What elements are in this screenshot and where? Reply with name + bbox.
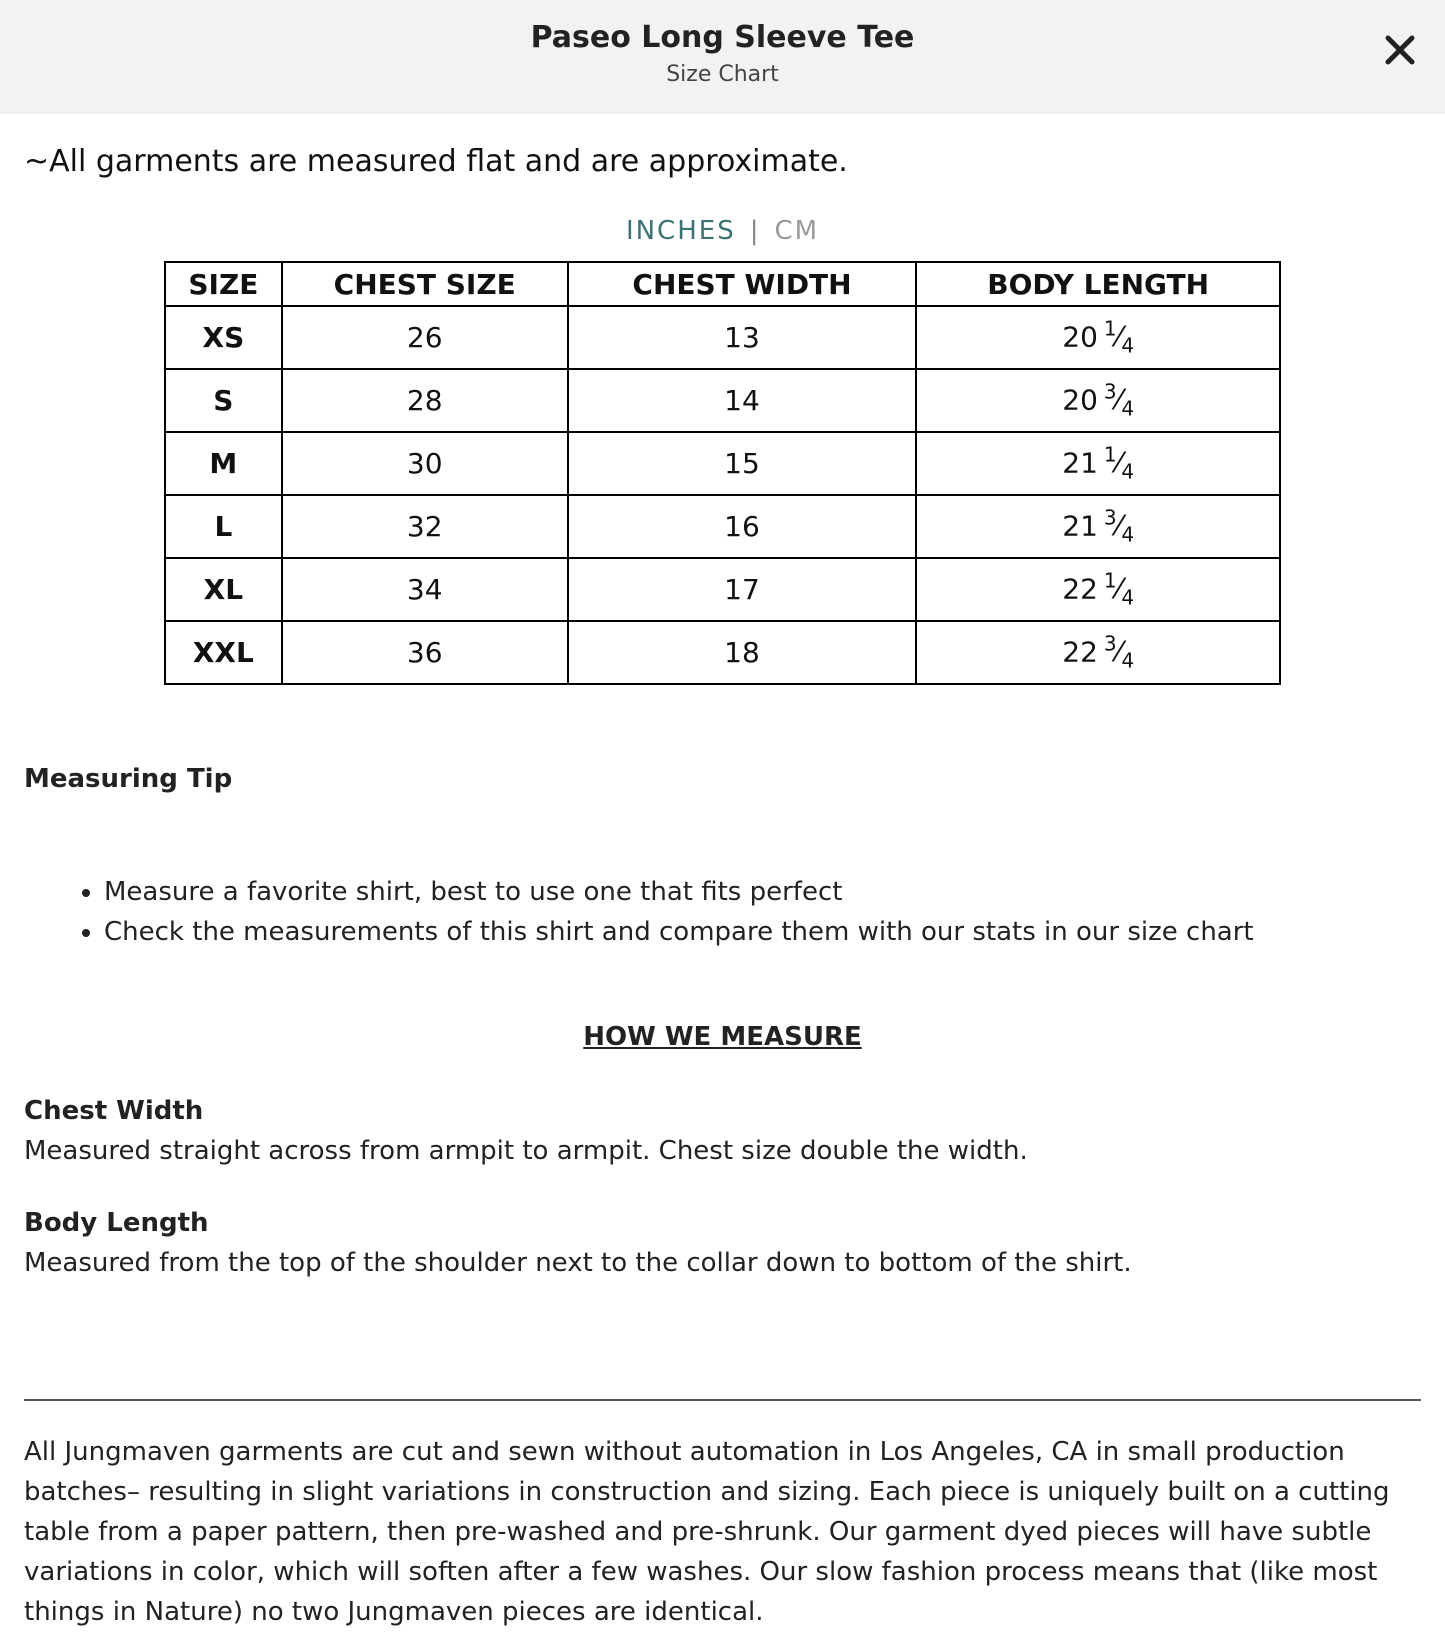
measurement-note: ~All garments are measured flat and are approximate.	[24, 144, 848, 179]
table-row	[165, 495, 1280, 558]
fraction-denominator: 4	[1121, 333, 1135, 358]
chest-width-cell: 18	[568, 621, 917, 684]
fraction-denominator: 4	[1121, 396, 1135, 421]
fraction-denominator: 4	[1121, 648, 1135, 673]
chest-width-title: Chest Width	[24, 1096, 204, 1126]
fraction-denominator: 4	[1121, 522, 1135, 547]
modal-header	[0, 0, 1445, 114]
fraction-numerator: 1	[1103, 443, 1117, 468]
chest-size-cell: 36	[282, 621, 568, 684]
chest-width-cell: 13	[568, 306, 917, 369]
close-button[interactable]	[1376, 26, 1424, 74]
product-title: Paseo Long Sleeve Tee	[530, 20, 915, 55]
size-cell: S	[165, 369, 282, 432]
body-length-whole: 22	[1062, 572, 1098, 606]
fraction-numerator: 3	[1103, 380, 1117, 405]
chest-width-cell: 15	[568, 432, 917, 495]
body-length-cell	[916, 306, 1280, 369]
chest-width-description: Measured straight across from armpit to armpit. Chest size double the width.	[24, 1136, 1028, 1166]
unit-inches-button[interactable]: INCHES	[625, 216, 736, 246]
size-chart-table	[164, 261, 1281, 685]
size-cell: XS	[165, 306, 282, 369]
body-length-cell	[916, 621, 1280, 684]
chest-size-cell: 32	[282, 495, 568, 558]
body-length-whole: 22	[1062, 635, 1098, 669]
body-length-fraction: $^3⁄_4$	[1103, 632, 1135, 673]
header-body-length: BODY LENGTH	[916, 262, 1280, 306]
fraction-numerator: 3	[1103, 632, 1117, 657]
header-size: SIZE	[165, 262, 282, 306]
fraction-numerator: 1	[1103, 317, 1117, 342]
size-cell: XL	[165, 558, 282, 621]
header-chest-width: CHEST WIDTH	[568, 262, 917, 306]
body-length-cell	[916, 558, 1280, 621]
body-length-whole: 21	[1062, 509, 1098, 543]
chest-size-cell: 28	[282, 369, 568, 432]
fraction-numerator: 1	[1103, 569, 1117, 594]
chest-size-cell: 30	[282, 432, 568, 495]
chest-width-cell: 14	[568, 369, 917, 432]
body-length-fraction: $^1⁄_4$	[1103, 317, 1135, 358]
chest-width-cell: 16	[568, 495, 917, 558]
unit-separator: |	[749, 216, 761, 246]
measuring-tip-list	[66, 872, 1254, 952]
size-cell: M	[165, 432, 282, 495]
close-icon	[1376, 26, 1424, 74]
size-cell: XXL	[165, 621, 282, 684]
modal-subtitle: Size Chart	[666, 62, 779, 87]
list-item: • Measure a favorite shirt, best to use one that fits perfect	[104, 872, 1254, 912]
body-length-fraction: $^3⁄_4$	[1103, 506, 1135, 547]
unit-toggle	[0, 216, 1445, 246]
chest-size-cell: 26	[282, 306, 568, 369]
table-row	[165, 369, 1280, 432]
fraction-denominator: 4	[1121, 585, 1135, 610]
body-length-cell	[916, 432, 1280, 495]
chest-width-cell: 17	[568, 558, 917, 621]
body-length-fraction: $^1⁄_4$	[1103, 569, 1135, 610]
body-length-cell	[916, 369, 1280, 432]
list-item: • Check the measurements of this shirt and compare them with our stats in our size chart	[104, 912, 1254, 952]
body-length-fraction: $^1⁄_4$	[1103, 443, 1135, 484]
production-disclaimer: All Jungmaven garments are cut and sewn without automation in Los Angeles, CA in small production batches– resulting in slight variations in construction and sizing. Each piece is uniquely built on a cutting table from a paper pattern, then pre-washed and pre-shrunk. Our garment dyed pieces will have subtle variations in color, which will soften after a few washes. Our slow fashion process means that (like most things in Nature) no two Jungmaven pieces are identical.	[24, 1437, 1390, 1627]
table-row	[165, 621, 1280, 684]
header-chest-size: CHEST SIZE	[282, 262, 568, 306]
unit-cm-button[interactable]: CM	[774, 216, 820, 246]
divider	[24, 1399, 1421, 1401]
measuring-tip-title: Measuring Tip	[24, 764, 233, 794]
body-length-title: Body Length	[24, 1208, 209, 1238]
fraction-numerator: 3	[1103, 506, 1117, 531]
body-length-whole: 20	[1062, 320, 1098, 354]
body-length-cell	[916, 495, 1280, 558]
table-row	[165, 432, 1280, 495]
body-length-fraction: $^3⁄_4$	[1103, 380, 1135, 421]
table-row	[165, 558, 1280, 621]
table-header-row	[165, 262, 1280, 306]
body-length-whole: 20	[1062, 383, 1098, 417]
body-length-whole: 21	[1062, 446, 1098, 480]
chest-size-cell: 34	[282, 558, 568, 621]
size-cell: L	[165, 495, 282, 558]
table-row	[165, 306, 1280, 369]
body-length-description: Measured from the top of the shoulder next to the collar down to bottom of the shirt.	[24, 1248, 1132, 1278]
how-we-measure-heading: HOW WE MEASURE	[583, 1022, 862, 1052]
fraction-denominator: 4	[1121, 459, 1135, 484]
